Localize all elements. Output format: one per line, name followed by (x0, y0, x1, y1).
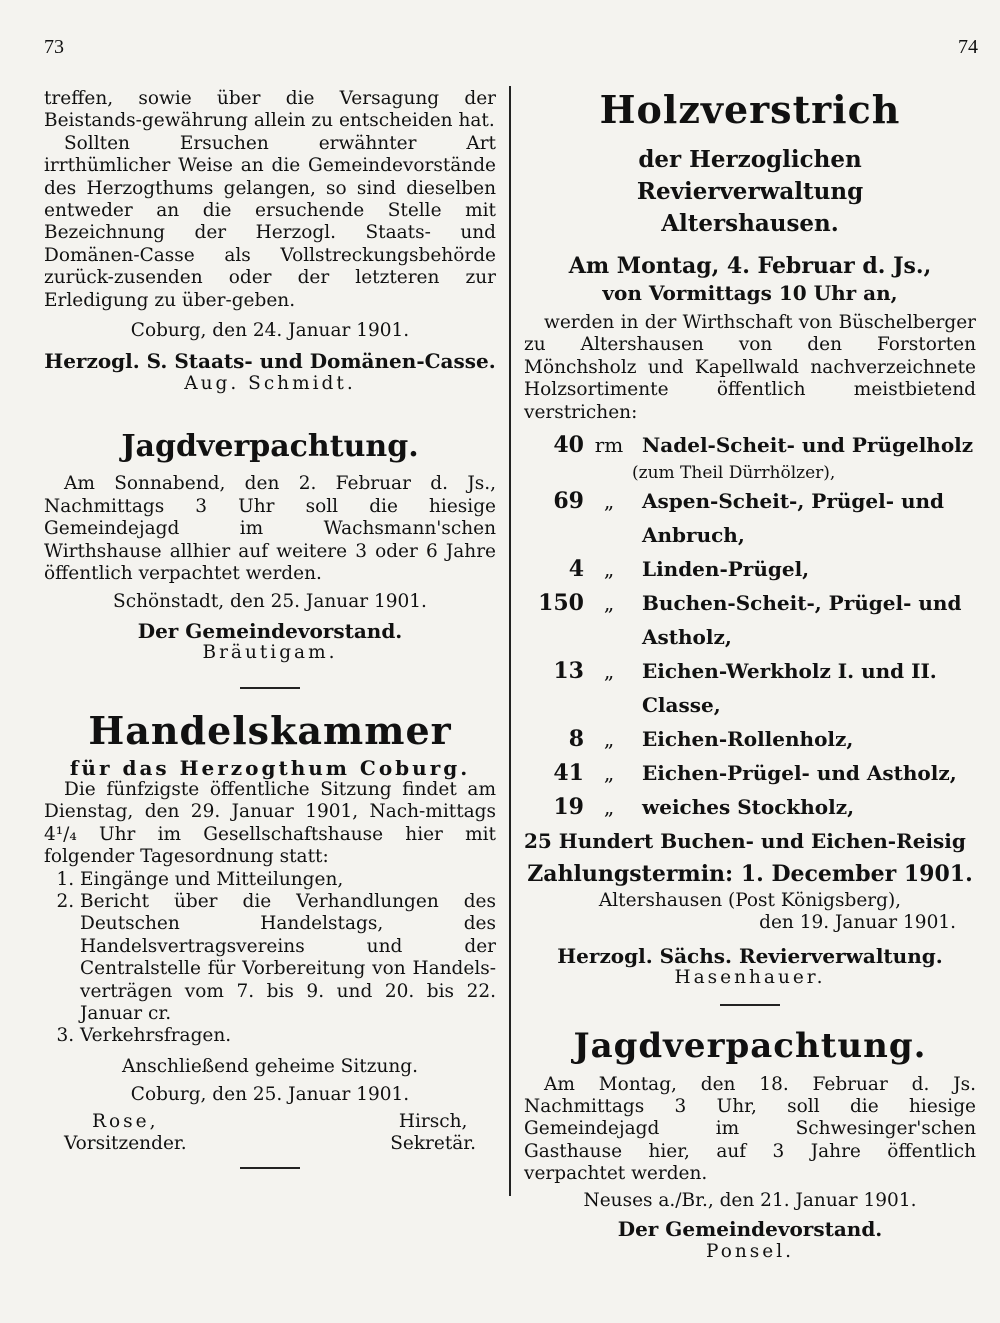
wood-qty: 4 (568, 556, 584, 583)
jagd-right-title: Jagdverpachtung. (573, 1025, 927, 1066)
right-column (524, 88, 976, 1263)
wood-row (524, 790, 976, 824)
agenda-item: 3. Verkehrsfragen. (80, 1025, 496, 1047)
wood-row (524, 586, 976, 654)
wood-desc: Buchen-Scheit-, Prügel- und Astholz, (642, 591, 962, 650)
wood-desc: Eichen-Rollenholz, (642, 727, 854, 752)
wood-desc: Aspen-Scheit-, Prügel- und Anbruch, (642, 489, 945, 548)
agenda-item: 1. Eingänge und Mitteilungen, (80, 869, 496, 891)
wood-desc: Eichen-Prügel- und Astholz, (642, 761, 957, 786)
payment-term: Zahlungstermin: 1. December 1901. (527, 861, 973, 888)
jagd-right-authority: Der Gemeindevorstand. (617, 1217, 883, 1242)
jagd-left-title: Jagdverpachtung. (121, 429, 419, 465)
holz-place: Altershausen (Post Königsberg), (598, 890, 902, 912)
agenda-item: 2. Bericht über die Verhandlungen des Deutschen Handelstags, des Handelsvertragsvereins und der Centralstelle für Vorbereitung von Handels-verträgen vom 7. bis 9. und 20. bis 22. Januar cr. (80, 891, 496, 1025)
handel-subtitle: für das Herzogthum Coburg. (69, 755, 471, 780)
intro-place-date: Coburg, den 24. Januar 1901. (130, 320, 410, 342)
handel-text: Die fünfzigste öffentliche Sitzung findet am Dienstag, den 29. Januar 1901, Nach-mittags 4¹/₄ Uhr im Gesellschaftshause hier mit folgender Tagesordnung statt: (44, 778, 496, 868)
wood-unit: „ (603, 659, 615, 684)
chairman-role: Vorsitzender. (64, 1133, 187, 1155)
agenda-list (44, 869, 496, 1048)
holz-time-line: von Vormittags 10 Uhr an, (602, 281, 898, 305)
column-divider (509, 86, 511, 1196)
handel-signatures (44, 1111, 496, 1156)
wood-desc: Linden-Prügel, (642, 557, 810, 582)
separator-rule (240, 1167, 300, 1169)
jagd-left-place-date: Schönstadt, den 25. Januar 1901. (113, 591, 427, 613)
holz-subtitle-1: der Herzoglichen Revierverwaltung (636, 146, 864, 205)
chairman-name: Rose, (92, 1110, 159, 1132)
wood-row (524, 722, 976, 756)
jagd-right-text: Am Montag, den 18. Februar d. Js. Nachmittags 3 Uhr, soll die hiesige Gemeindejagd im Schwesinger'schen Gasthause hier, auf 3 Jahre öffentlich verpachtet werden. (524, 1073, 976, 1185)
holz-subtitle-2: Altershausen. (661, 210, 839, 237)
wood-last-row: 25 Hundert Buchen- und Eichen-Reisig (524, 829, 966, 854)
wood-unit: rm (594, 433, 624, 458)
wood-qty: 19 (553, 794, 584, 821)
wood-row (524, 428, 976, 462)
holz-title: Holzverstrich (599, 87, 901, 132)
wood-unit: „ (603, 489, 615, 514)
wood-row-note: (zum Theil Dürrhölzer), (632, 463, 836, 484)
handel-title: Handelskammer (88, 707, 452, 753)
wood-qty: 150 (538, 590, 584, 617)
wood-desc: Nadel-Scheit- und Prügelholz (642, 433, 974, 458)
wood-unit: „ (603, 557, 615, 582)
wood-qty: 69 (553, 488, 584, 515)
intro-paragraph-2: Sollten Ersuchen erwähnter Art irrthümlicher Weise an die Gemeindevorstände des Herzogthums gelangen, so sind dieselben entweder an die ersuchende Stelle mit Bezeichnung der Herzogl. Staats- und Domänen-Casse als Vollstreckungsbehörde zurück-zusenden oder der letzteren zur Erledigung zu über-geben. (44, 132, 496, 311)
wood-desc: weiches Stockholz, (642, 795, 855, 820)
secretary-role: Sekretär. (390, 1133, 476, 1155)
wood-unit: „ (603, 795, 615, 820)
signature-chairman (44, 1111, 187, 1156)
left-column (44, 88, 496, 1169)
wood-unit: „ (603, 727, 615, 752)
page-number-left: 73 (44, 36, 64, 58)
jagd-left-text: Am Sonnabend, den 2. Februar d. Js., Nachmittags 3 Uhr soll die hiesige Gemeindejagd im Wachsmann'schen Wirthshause allhier auf weitere 3 oder 6 Jahre öffentlich verpachtet werden. (44, 473, 496, 584)
wood-unit: „ (603, 761, 615, 786)
holz-date-line: Am Montag, 4. Februar d. Js., (568, 253, 932, 279)
intro-paragraph-1: treffen, sowie über die Versagung der Beistands-gewährung allein zu entscheiden hat. (44, 88, 496, 132)
jagd-left-authority: Der Gemeindevorstand. (137, 618, 403, 643)
wood-qty: 40 (553, 432, 584, 459)
wood-row (524, 756, 976, 790)
secretary-name: Hirsch, (398, 1110, 468, 1132)
wood-qty: 13 (553, 658, 584, 685)
intro-signer: Aug. Schmidt. (184, 372, 356, 394)
wood-row (524, 552, 976, 586)
page-number-right: 74 (958, 36, 978, 58)
wood-row (524, 484, 976, 552)
wood-unit: „ (603, 591, 615, 616)
wood-row (524, 654, 976, 722)
holz-date: den 19. Januar 1901. (759, 912, 956, 934)
intro-authority: Herzogl. S. Staats- und Domänen-Casse. (44, 349, 496, 374)
handel-place-date: Coburg, den 25. Januar 1901. (130, 1084, 410, 1106)
wood-qty: 8 (568, 726, 584, 753)
wood-desc: Eichen-Werkholz I. und II. Classe, (642, 659, 937, 718)
holz-text: werden in der Wirthschaft von Büschelberger zu Altershausen von den Forstorten Mönchsholz und Kapellwald nachverzeichnete Holzsortimente öffentlich meistbietend verstrichen: (524, 312, 976, 423)
signature-secretary (390, 1111, 496, 1156)
wood-qty: 41 (553, 760, 584, 787)
holz-authority: Herzogl. Sächs. Revierverwaltung. (557, 943, 943, 968)
handel-closing: Anschließend geheime Sitzung. (121, 1055, 419, 1077)
jagd-right-place-date: Neuses a./Br., den 21. Januar 1901. (583, 1189, 917, 1211)
jagd-right-signer: Ponsel. (706, 1240, 794, 1262)
holz-signer: Hasenhauer. (674, 967, 826, 989)
jagd-left-signer: Bräutigam. (202, 642, 338, 664)
